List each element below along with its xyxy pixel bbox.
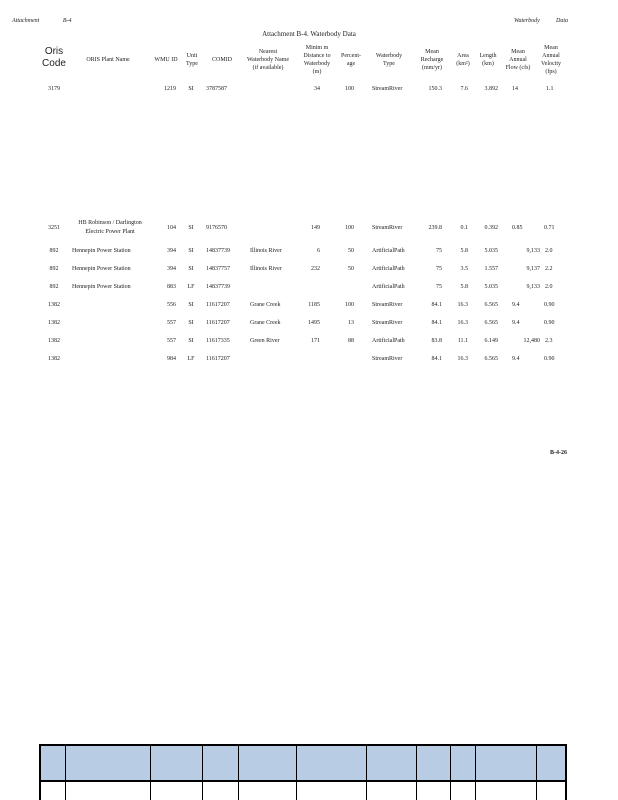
table-divider [150,746,151,800]
running-header-data: Data [556,18,568,24]
attachment-label: Attachment [12,18,40,24]
cell-recharge: 84.1 [431,302,442,308]
cell-wmu: 557 [167,320,176,326]
cell-unit: LF [187,284,195,290]
cell-nearest: Illinois River [250,248,282,254]
cell-length: 5.035 [484,248,498,254]
col-header-length: Length (km) [479,53,497,67]
cell-length: 0.392 [484,225,498,231]
cell-comid: 14837739 [206,284,230,290]
cell-wmu: 104 [167,225,176,231]
cell-wbtype: StreamRiver [372,225,403,231]
cell-unit: SI [188,320,194,326]
cell-recharge: 75 [436,248,442,254]
col-header-area: Area (km²) [456,53,470,67]
cell-length: 6.565 [484,356,498,362]
cell-wbtype: StreamRiver [372,86,403,92]
next-table-header-fill [41,746,565,782]
cell-velocity: 0.90 [544,356,555,362]
table-row [0,302,618,316]
cell-recharge: 150.3 [428,86,442,92]
cell-wmu: 883 [167,284,176,290]
cell-area: 16.3 [457,320,468,326]
cell-wbtype: StreamRiver [372,356,403,362]
cell-wbtype: StreamRiver [372,320,403,326]
cell-comid: 11617207 [206,320,230,326]
col-header-velocity: Mean Annual Velocity (fps) [541,45,561,75]
cell-flow: 9,133 [526,248,540,254]
cell-nearest: Grane Creek [250,302,281,308]
cell-unit: SI [188,338,194,344]
col-header-mindist: Minim m Distance to Waterbody (m) [303,45,331,75]
cell-length: 5.035 [484,284,498,290]
cell-flow: 14 [512,86,518,92]
cell-length: 6.149 [484,338,498,344]
cell-pct: 50 [348,248,354,254]
cell-area: 5.8 [460,284,468,290]
table-row [0,284,618,298]
cell-wmu: 556 [167,302,176,308]
table-row [0,356,618,370]
table-title: Attachment B-4. Waterbody Data [262,30,356,38]
cell-recharge: 84.1 [431,320,442,326]
col-header-unit: Unit Type [186,53,198,67]
table-divider [416,746,417,800]
cell-plant: Hennepin Power Station [72,248,131,254]
cell-mindist: 149 [311,225,320,231]
cell-wmu: 1219 [164,86,176,92]
col-header-recharge: Mean Recharge (mm/yr) [420,49,444,71]
cell-comid: 14837739 [206,248,230,254]
cell-comid: 11617207 [206,356,230,362]
cell-wbtype: StreamRiver [372,302,403,308]
cell-velocity: 2.3 [545,338,553,344]
cell-flow: 9,137 [526,266,540,272]
cell-oris: 1382 [48,356,60,362]
table-divider [475,746,476,800]
cell-length: 1.557 [484,266,498,272]
cell-mindist: 232 [311,266,320,272]
cell-length: 3.892 [484,86,498,92]
cell-pct: 100 [345,225,354,231]
table-row [0,220,618,238]
col-header-comid: COMID [211,57,232,63]
cell-area: 16.3 [457,302,468,308]
cell-comid: 3787587 [206,86,227,92]
table-divider [296,746,297,800]
cell-pct: 100 [345,302,354,308]
cell-oris: 892 [49,248,59,254]
cell-mindist: 171 [311,338,320,344]
cell-area: 5.8 [460,248,468,254]
cell-pct: 50 [348,266,354,272]
table-row [0,320,618,334]
cell-mindist: 1495 [308,320,320,326]
cell-plant-line1: HB Robinson / Darlington [78,220,142,226]
cell-oris: 1382 [48,320,60,326]
cell-wbtype: ArtificialPath [372,248,405,254]
cell-pct: 100 [345,86,354,92]
cell-plant: Hennepin Power Station [72,284,131,290]
cell-velocity: 2.2 [545,266,553,272]
cell-length: 6.565 [484,302,498,308]
cell-nearest: Green River [250,338,280,344]
cell-velocity: 2.0 [545,284,553,290]
cell-wmu: 557 [167,338,176,344]
cell-mindist: 6 [317,248,320,254]
cell-area: 3.5 [460,266,468,272]
cell-oris: 3251 [48,225,60,231]
cell-area: 16.3 [457,356,468,362]
cell-comid: 11617207 [206,302,230,308]
cell-wmu: 984 [167,356,176,362]
cell-pct: 13 [348,320,354,326]
table-row [0,266,618,280]
table-divider [202,746,203,800]
cell-flow: 9.4 [512,320,520,326]
cell-velocity: 1.1 [546,86,554,92]
cell-recharge: 83.8 [431,338,442,344]
cell-comid: 11617335 [206,338,230,344]
cell-recharge: 239.8 [428,225,442,231]
table-divider [65,746,66,800]
cell-velocity: 0.90 [544,320,555,326]
cell-flow: 0.85 [512,225,523,231]
cell-unit: SI [188,266,194,272]
cell-recharge: 84.1 [431,356,442,362]
cell-recharge: 75 [436,266,442,272]
cell-velocity: 2.0 [545,248,553,254]
cell-wmu: 394 [167,248,176,254]
cell-unit: SI [188,302,194,308]
col-header-oris: Oris Code [42,46,66,69]
next-table-header [39,744,567,800]
attachment-code: B-4 [62,18,72,24]
cell-comid: 14837757 [206,266,230,272]
col-header-plant: ORIS Plant Name [86,57,130,63]
cell-unit: SI [188,225,194,231]
cell-mindist: 1185 [308,302,320,308]
table-divider [238,746,239,800]
page-number: B-4-26 [550,450,567,456]
cell-oris: 3179 [48,86,60,92]
cell-flow: 9.4 [512,356,520,362]
cell-flow: 9,133 [526,284,540,290]
cell-plant: Hennepin Power Station [72,266,131,272]
cell-plant-line2: Electric Power Plant [85,229,135,235]
table-row [0,338,618,352]
cell-unit: SI [188,86,194,92]
col-header-wbtype: Waterbody Type [375,53,403,67]
cell-mindist: 34 [314,86,320,92]
cell-wbtype: ArtificialPath [372,266,405,272]
table-divider [536,746,537,800]
cell-oris: 892 [49,266,59,272]
table-row [0,86,618,100]
table-divider [366,746,367,800]
cell-wmu: 394 [167,266,176,272]
cell-length: 6.565 [484,320,498,326]
table-row [0,248,618,262]
cell-velocity: 0.90 [544,302,555,308]
cell-flow: 12,480 [523,338,540,344]
col-header-pct: Percent- age [341,53,361,67]
cell-wbtype: ArtificialPath [372,284,405,290]
col-header-wmu: WMU ID [154,57,178,63]
cell-oris: 1382 [48,302,60,308]
cell-area: 0.1 [460,225,468,231]
running-header-waterbody: Waterbody [514,18,540,24]
cell-velocity: 0.71 [544,225,555,231]
running-header-left [12,18,72,24]
cell-nearest: Illinois River [250,266,282,272]
cell-recharge: 75 [436,284,442,290]
cell-nearest: Grane Creek [250,320,281,326]
table-divider [450,746,451,800]
cell-comid: 9176570 [206,225,227,231]
cell-unit: SI [188,248,194,254]
cell-area: 11.1 [457,338,468,344]
cell-area: 7.6 [460,86,468,92]
cell-oris: 892 [49,284,59,290]
cell-unit: LF [187,356,195,362]
cell-wbtype: ArtificialPath [372,338,405,344]
cell-oris: 1382 [48,338,60,344]
col-header-nearest: Nearest Waterbody Name (if available) [247,49,289,71]
cell-flow: 9.4 [512,302,520,308]
cell-pct: 88 [348,338,354,344]
col-header-flow: Mean Annual Flow (cfs) [505,49,531,71]
